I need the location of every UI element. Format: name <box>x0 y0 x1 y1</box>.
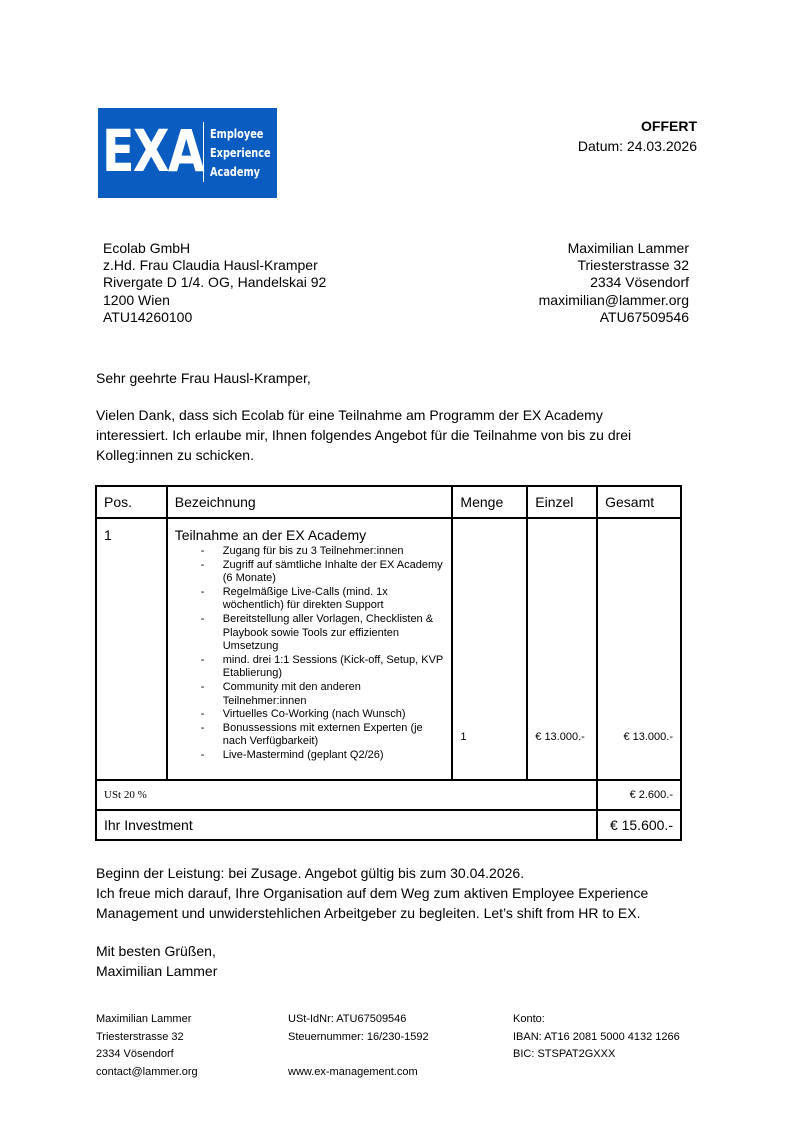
total-value: € 15.600.- <box>597 810 681 840</box>
address-line: Triesterstrasse 32 <box>577 257 689 274</box>
column-header: Pos. <box>96 486 167 518</box>
greeting: Mit besten Grüßen, <box>96 943 216 959</box>
sender-address <box>539 240 689 326</box>
line-total-cell: € 13.000.- <box>597 518 681 780</box>
logo-divider <box>203 122 204 182</box>
total-label: Ihr Investment <box>96 810 597 840</box>
feature-list <box>175 545 445 763</box>
list-item: - Bereitstellung aller Vorlagen, Checklisten & Playbook sowie Tools zur effizienten Umsetzung <box>175 613 445 654</box>
unit-price-cell: € 13.000.- <box>527 518 597 780</box>
address-line: 2334 Vösendorf <box>590 274 689 291</box>
column-header: Bezeichnung <box>167 486 453 518</box>
footer-line: Maximilian Lammer <box>96 1013 192 1025</box>
column-header: Gesamt <box>597 486 681 518</box>
signature-block <box>96 941 696 981</box>
company-logo <box>98 108 277 198</box>
item-title: Teilnahme an der EX Academy <box>174 527 367 543</box>
email-link[interactable]: maximilian@lammer.org <box>538 291 689 308</box>
closing-line: Beginn der Leistung: bei Zusage. Angebot gültig bis zum 30.04.2026. <box>96 865 525 881</box>
logo-line: Employee <box>210 126 264 141</box>
vat-row <box>96 780 681 810</box>
logo-line: Academy <box>210 164 261 179</box>
column-header: Einzel <box>527 486 597 518</box>
pos-cell: 1 <box>96 518 167 780</box>
list-item: - Virtuelles Co-Working (nach Wunsch) <box>175 708 445 722</box>
footer-spacer <box>288 1046 429 1064</box>
column-header: Menge <box>452 486 527 518</box>
footer-line: BIC: STSPAT2GXXX <box>513 1048 616 1060</box>
footer-bank <box>513 1011 680 1064</box>
logo-line: Experience <box>210 145 271 160</box>
address-line: ATU67509546 <box>599 308 689 325</box>
description-cell <box>167 518 453 780</box>
list-item: - Zugang für bis zu 3 Teilnehmer:innen <box>175 545 445 559</box>
intro-line: interessiert. Ich erlaube mir, Ihnen folgendes Angebot für die Teilnahme von bis zu drei <box>96 427 632 443</box>
footer-contact <box>96 1011 198 1081</box>
footer-line: 2334 Vösendorf <box>96 1048 174 1060</box>
total-row <box>96 810 681 840</box>
footer-line: Steuernummer: 16/230-1592 <box>288 1030 429 1043</box>
footer-email-link[interactable]: contact@lammer.org <box>96 1065 198 1078</box>
list-item: - Community mit den anderen Teilnehmer:innen <box>175 681 445 708</box>
footer-line: Triesterstrasse 32 <box>96 1030 184 1043</box>
intro-line: Vielen Dank, dass sich Ecolab für eine Teilnahme am Programm der EX Academy <box>96 407 603 423</box>
document-header <box>578 116 697 156</box>
list-item: - Regelmäßige Live-Calls (mind. 1x wöchentlich) für direkten Support <box>175 586 445 613</box>
list-item: - Live-Mastermind (geplant Q2/26) <box>175 749 445 763</box>
address-line: z.Hd. Frau Claudia Hausl-Kramper <box>103 257 318 274</box>
document-title: OFFERT <box>641 118 697 134</box>
list-item: - Zugriff auf sämtliche Inhalte der EX Academy (6 Monate) <box>175 559 445 586</box>
recipient-address <box>103 240 326 326</box>
intro-paragraph <box>96 405 696 465</box>
list-item: - Bonussessions mit externen Experten (je nach Verfügbarkeit) <box>175 722 445 749</box>
address-line: Ecolab GmbH <box>103 240 191 256</box>
closing-line: Management und unwiderstehlichen Arbeitgeber zu begleiten. Let’s shift from HR to EX. <box>96 905 641 921</box>
quantity-cell: 1 <box>452 518 527 780</box>
closing-paragraph <box>96 863 716 923</box>
logo-mark: EXA <box>102 117 204 185</box>
table-row <box>96 518 681 780</box>
table-header-row <box>96 486 681 518</box>
document-date: Datum: 24.03.2026 <box>577 138 697 154</box>
logo-wordmark <box>210 124 271 181</box>
footer-line: Konto: <box>513 1013 545 1025</box>
address-line: 1200 Wien <box>103 291 170 308</box>
footer-line: USt-IdNr: ATU67509546 <box>288 1013 407 1025</box>
vat-value: € 2.600.- <box>597 780 681 810</box>
footer-tax <box>288 1011 429 1081</box>
address-line: Maximilian Lammer <box>567 240 689 256</box>
footer-website-link[interactable]: www.ex-management.com <box>288 1065 418 1078</box>
address-line: ATU14260100 <box>103 308 193 325</box>
vat-label: USt 20 % <box>96 780 597 810</box>
address-line: Rivergate D 1/4. OG, Handelskai 92 <box>103 274 327 291</box>
closing-line: Ich freue mich darauf, Ihre Organisation auf dem Weg zum aktiven Employee Experience <box>96 885 649 901</box>
list-item: - mind. drei 1:1 Sessions (Kick-off, Setup, KVP Etablierung) <box>175 654 445 681</box>
salutation: Sehr geehrte Frau Hausl-Kramper, <box>96 370 311 386</box>
signature-name: Maximilian Lammer <box>96 963 218 979</box>
intro-line: Kolleg:innen zu schicken. <box>96 447 254 463</box>
offer-table <box>95 485 682 841</box>
footer-line: IBAN: AT16 2081 5000 4132 1266 <box>513 1030 680 1043</box>
